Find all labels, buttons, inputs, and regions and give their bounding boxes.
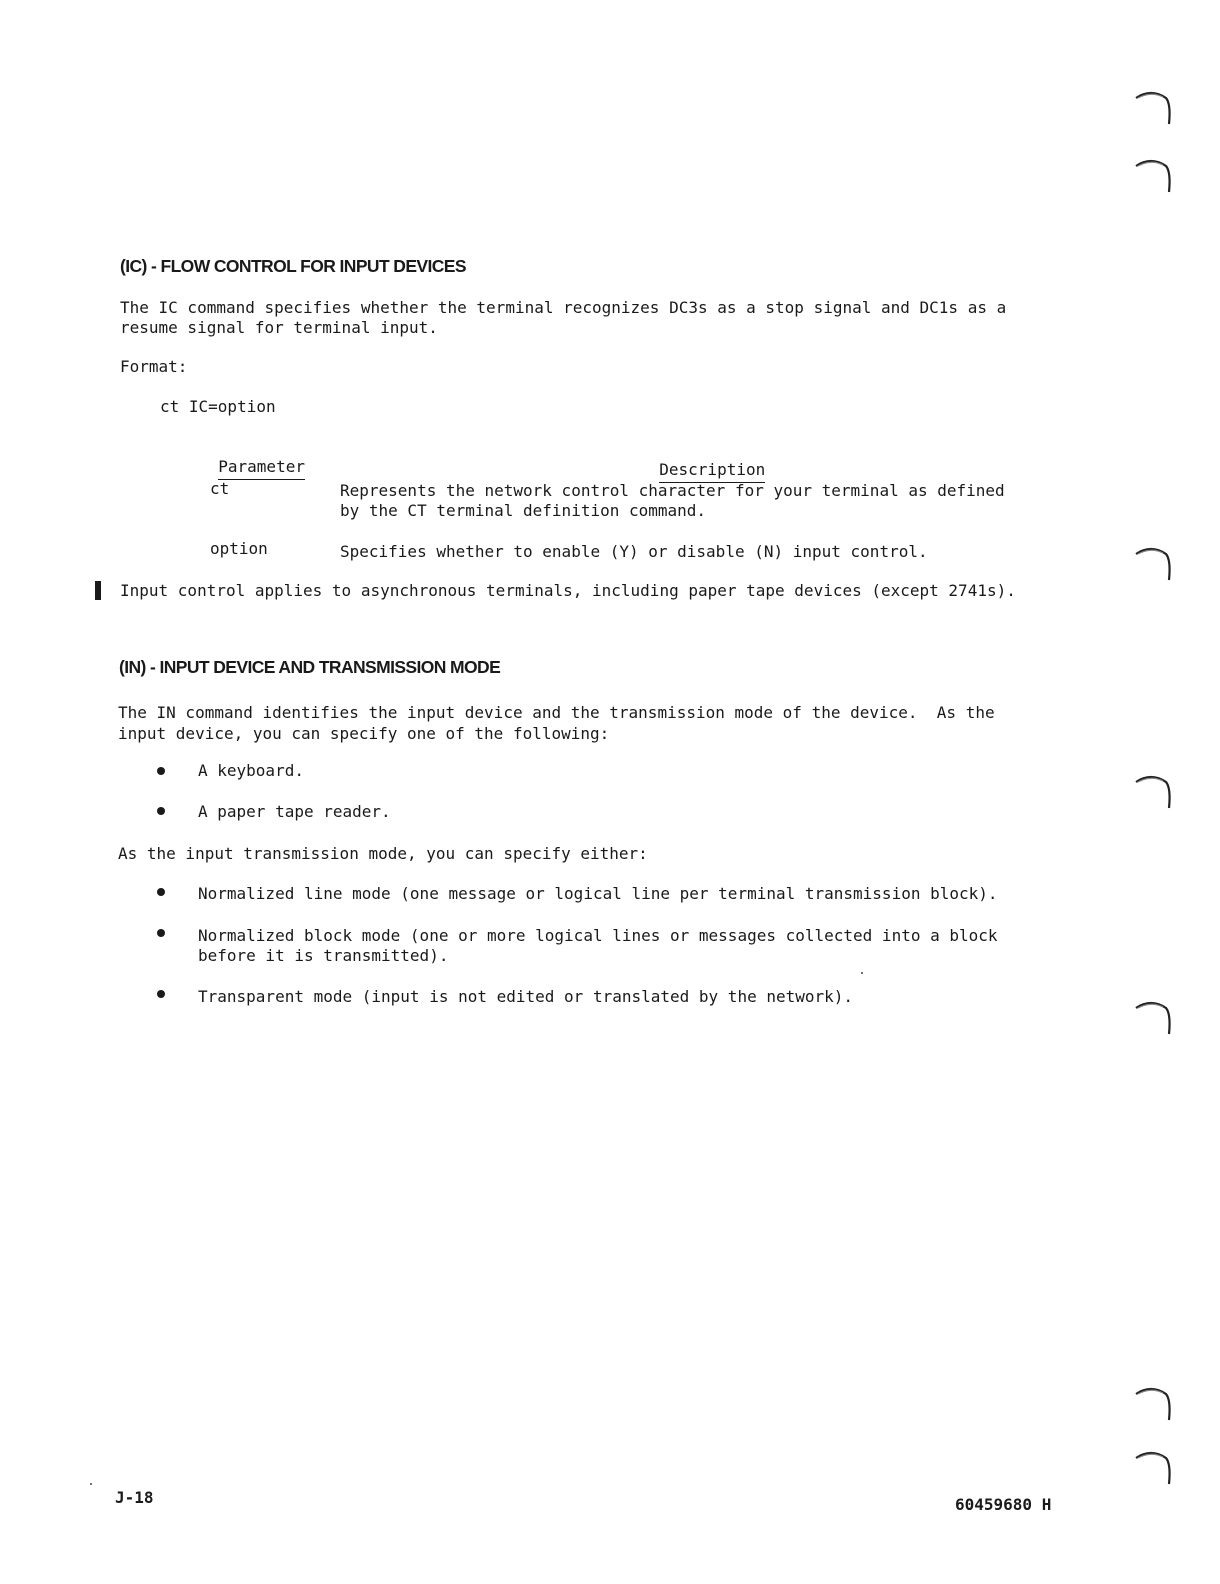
format-syntax: ct IC=option (160, 397, 276, 416)
table-row-param: ct (210, 479, 230, 498)
ic-paragraph-line-2: resume signal for terminal input. (120, 318, 438, 337)
ic-paragraph-line-1: The IC command specifies whether the terminal recognizes DC3s as a stop signal and DC1s as a (120, 298, 1007, 317)
bullet-icon (157, 929, 165, 937)
punch-hole-mark (1133, 1384, 1173, 1424)
bullet-icon (157, 888, 165, 896)
table-row-desc-line-1: Represents the network control character for your terminal as defined (340, 481, 1005, 500)
table-row-param: option (210, 539, 268, 558)
table-header-description (640, 441, 765, 483)
document-number: 60459680 H (955, 1495, 1052, 1514)
bullet-icon (157, 767, 165, 775)
section-heading-in: (IN) - INPUT DEVICE AND TRANSMISSION MODE (119, 657, 501, 677)
section-heading-ic: (IC) - FLOW CONTROL FOR INPUT DEVICES (120, 256, 466, 276)
mode-list-item-line-2: before it is transmitted). (198, 946, 449, 965)
mode-list-item: Transparent mode (input is not edited or translated by the network). (198, 987, 854, 1006)
bullet-icon (157, 990, 165, 998)
in-paragraph-line-2: input device, you can specify one of the following: (118, 724, 610, 743)
in-paragraph-line-1: The IN command identifies the input device and the transmission mode of the device. As the (118, 703, 995, 722)
table-header-parameter (199, 438, 305, 480)
mode-list-item: Normalized line mode (one message or logical line per terminal transmission block). (198, 884, 998, 903)
change-bar (95, 581, 101, 600)
page-number: J-18 (115, 1488, 154, 1507)
speck (90, 1483, 92, 1485)
device-list-item: A keyboard. (198, 761, 304, 780)
table-header-parameter-text: Parameter (218, 457, 305, 480)
punch-hole-mark (1133, 88, 1173, 128)
mode-intro: As the input transmission mode, you can specify either: (118, 844, 648, 863)
punch-hole-mark (1133, 156, 1173, 196)
bullet-icon (157, 807, 165, 815)
punch-hole-mark (1133, 544, 1173, 584)
punch-hole-mark (1133, 772, 1173, 812)
punch-hole-mark (1133, 998, 1173, 1038)
table-header-description-text: Description (659, 460, 765, 483)
device-list-item: A paper tape reader. (198, 802, 391, 821)
speck (861, 972, 863, 974)
punch-hole-mark (1133, 1448, 1173, 1488)
format-label: Format: (120, 357, 188, 376)
table-row-desc-line-1: Specifies whether to enable (Y) or disable (N) input control. (340, 542, 928, 561)
table-row-desc-line-2: by the CT terminal definition command. (340, 501, 707, 520)
mode-list-item-line-1: Normalized block mode (one or more logical lines or messages collected into a block (198, 926, 998, 945)
ic-note: Input control applies to asynchronous terminals, including paper tape devices (except 2741s). (120, 581, 1016, 600)
